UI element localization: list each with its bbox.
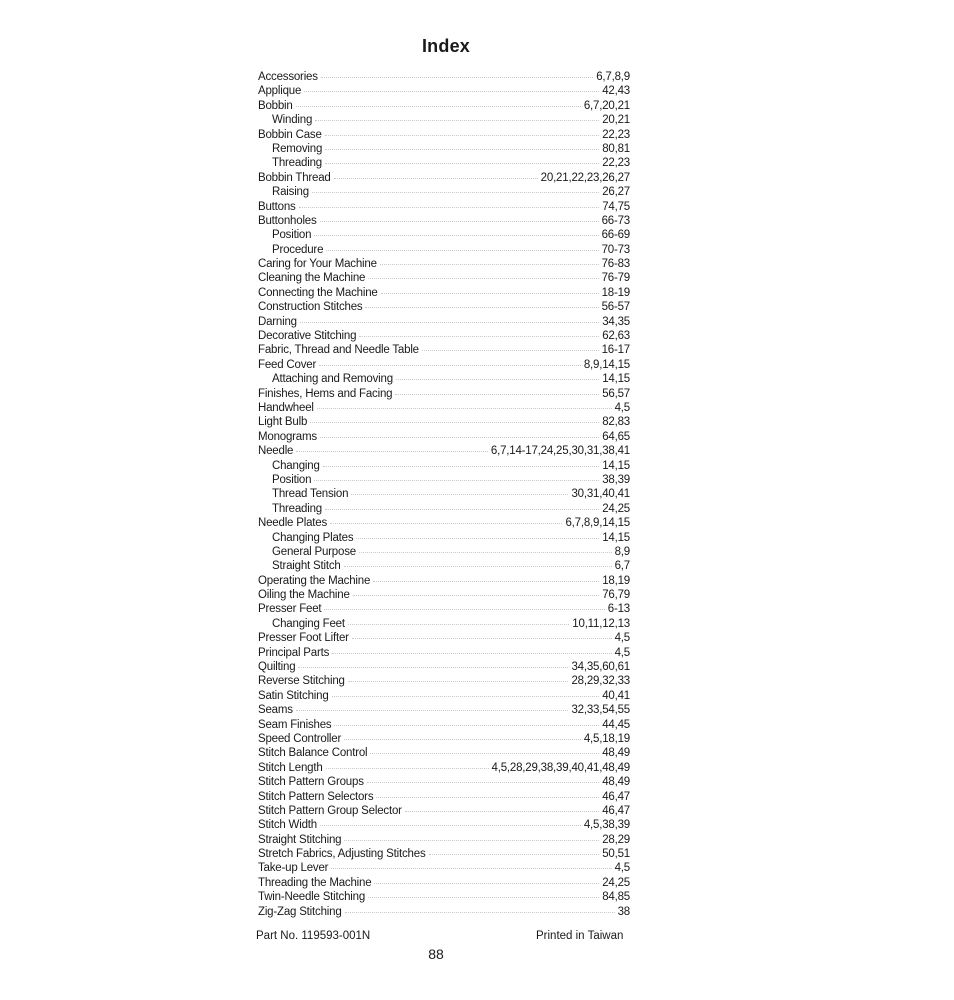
entry-label: Stitch Pattern Selectors: [258, 790, 374, 803]
dot-leader: [356, 538, 599, 539]
index-entry: [258, 343, 630, 357]
index-entry: [258, 876, 630, 890]
index-subentry: [258, 185, 630, 199]
index-subentry: [258, 545, 630, 559]
entry-label: Darning: [258, 315, 297, 328]
index-entry: [258, 84, 630, 98]
printed-in: Printed in Taiwan: [536, 930, 624, 942]
entry-label: Changing: [272, 459, 320, 472]
index-entry: [258, 286, 630, 300]
entry-label: Procedure: [272, 243, 324, 256]
dot-leader: [296, 451, 488, 452]
page-number: 88: [428, 946, 444, 962]
index-entry: [258, 847, 630, 861]
entry-pages: 42,43: [602, 85, 630, 98]
dot-leader: [344, 840, 599, 841]
dot-leader: [324, 609, 604, 610]
entry-label: Speed Controller: [258, 732, 342, 745]
dot-leader: [317, 408, 612, 409]
entry-label: Connecting the Machine: [258, 286, 378, 299]
dot-leader: [310, 422, 599, 423]
dot-leader: [368, 897, 599, 898]
entry-label: Take-up Lever: [258, 862, 329, 875]
entry-pages: 18-19: [601, 286, 630, 299]
entry-label: Monograms: [258, 430, 317, 443]
entry-pages: 4,5,28,29,38,39,40,41,48,49: [491, 761, 630, 774]
index-subentry: [258, 459, 630, 473]
entry-label: Threading: [272, 157, 322, 170]
index-entry: [258, 128, 630, 142]
dot-leader: [365, 307, 598, 308]
entry-label: Winding: [272, 114, 313, 127]
dot-leader: [381, 293, 599, 294]
entry-label: Threading the Machine: [258, 876, 372, 889]
index-entry: [258, 588, 630, 602]
index-entry: [258, 660, 630, 674]
dot-leader: [323, 466, 600, 467]
entry-label: Position: [272, 229, 312, 242]
dot-leader: [332, 653, 611, 654]
index-subentry: [258, 113, 630, 127]
entry-pages: 46,47: [602, 804, 630, 817]
entry-label: Removing: [272, 142, 323, 155]
index-entry: [258, 833, 630, 847]
index-entry: [258, 329, 630, 343]
entry-pages: 74,75: [602, 200, 630, 213]
entry-pages: 62,63: [602, 330, 630, 343]
dot-leader: [326, 250, 598, 251]
index-subentry: [258, 617, 630, 631]
dot-leader: [325, 149, 599, 150]
dot-leader: [296, 106, 581, 107]
dot-leader: [320, 221, 599, 222]
index-subentry: [258, 243, 630, 257]
entry-label: Seam Finishes: [258, 718, 332, 731]
part-number: Part No. 119593-001N: [256, 930, 371, 942]
entry-pages: 76,79: [602, 589, 630, 602]
entry-label: Fabric, Thread and Needle Table: [258, 344, 419, 357]
entry-pages: 4,5: [614, 646, 630, 659]
index-entry: [258, 257, 630, 271]
entry-label: Twin-Needle Stitching: [258, 891, 366, 904]
entry-label: Principal Parts: [258, 646, 330, 659]
dot-leader: [368, 278, 598, 279]
entry-pages: 6-13: [607, 603, 630, 616]
entry-pages: 66-73: [601, 214, 630, 227]
entry-pages: 4,5,38,39: [583, 819, 630, 832]
dot-leader: [359, 552, 612, 553]
dot-leader: [380, 264, 599, 265]
index-subentry: [258, 559, 630, 573]
dot-leader: [315, 120, 599, 121]
entry-pages: 38: [617, 905, 630, 918]
entry-label: Changing Plates: [272, 531, 354, 544]
dot-leader: [376, 797, 599, 798]
entry-pages: 14,15: [602, 531, 630, 544]
entry-label: Bobbin Case: [258, 128, 322, 141]
index-entry: [258, 430, 630, 444]
index-subentry: [258, 372, 630, 386]
entry-label: Satin Stitching: [258, 689, 329, 702]
index-entry: [258, 200, 630, 214]
dot-leader: [344, 739, 581, 740]
entry-pages: 24,25: [602, 502, 630, 515]
dot-leader: [373, 581, 599, 582]
index-entry: [258, 718, 630, 732]
dot-leader: [348, 624, 569, 625]
dot-leader: [300, 322, 599, 323]
dot-leader: [320, 437, 599, 438]
dot-leader: [352, 638, 612, 639]
dot-leader: [405, 811, 599, 812]
entry-pages: 46,47: [602, 790, 630, 803]
entry-label: Stitch Length: [258, 761, 323, 774]
dot-leader: [429, 854, 600, 855]
entry-pages: 4,5: [614, 401, 630, 414]
index-subentry: [258, 502, 630, 516]
index-entry: [258, 602, 630, 616]
index-subentry: [258, 487, 630, 501]
dot-leader: [334, 178, 538, 179]
entry-label: Presser Foot Lifter: [258, 632, 349, 645]
index-entry: [258, 732, 630, 746]
entry-pages: 38,39: [602, 473, 630, 486]
entry-label: Applique: [258, 85, 302, 98]
entry-label: Needle: [258, 445, 294, 458]
index-entry: [258, 804, 630, 818]
entry-pages: 4,5: [614, 632, 630, 645]
entry-label: Stitch Width: [258, 819, 317, 832]
index-entry: [258, 761, 630, 775]
index-entry: [258, 415, 630, 429]
entry-label: Raising: [272, 186, 309, 199]
entry-label: Position: [272, 473, 312, 486]
dot-leader: [332, 696, 600, 697]
entry-label: Handwheel: [258, 401, 314, 414]
entry-label: Seams: [258, 704, 293, 717]
entry-label: Thread Tension: [272, 488, 349, 501]
entry-pages: 4,5,18,19: [583, 732, 630, 745]
entry-pages: 80,81: [602, 142, 630, 155]
index-entry: [258, 818, 630, 832]
dot-leader: [326, 768, 489, 769]
entry-pages: 28,29,32,33: [571, 675, 630, 688]
entry-pages: 22,23: [602, 128, 630, 141]
index-entry: [258, 746, 630, 760]
entry-pages: 18,19: [602, 574, 630, 587]
entry-label: Light Bulb: [258, 416, 308, 429]
index-subentry: [258, 156, 630, 170]
entry-pages: 56-57: [601, 301, 630, 314]
entry-pages: 20,21: [602, 114, 630, 127]
dot-leader: [314, 480, 599, 481]
dot-leader: [325, 509, 599, 510]
index-entry: [258, 631, 630, 645]
entry-label: Finishes, Hems and Facing: [258, 387, 393, 400]
entry-pages: 8,9,14,15: [583, 358, 630, 371]
entry-label: Attaching and Removing: [272, 373, 393, 386]
index-entry: [258, 444, 630, 458]
entry-pages: 6,7: [614, 560, 630, 573]
index-entry: [258, 574, 630, 588]
dot-leader: [296, 710, 569, 711]
entry-pages: 22,23: [602, 157, 630, 170]
entry-pages: 76-83: [601, 258, 630, 271]
dot-leader: [330, 523, 562, 524]
index-entry: [258, 171, 630, 185]
entry-pages: 14,15: [602, 373, 630, 386]
entry-label: Buttonholes: [258, 214, 317, 227]
entry-pages: 10,11,12,13: [572, 617, 630, 630]
entry-label: Reverse Stitching: [258, 675, 345, 688]
dot-leader: [304, 91, 599, 92]
dot-leader: [396, 379, 599, 380]
index-entry: [258, 99, 630, 113]
index-entry: [258, 861, 630, 875]
entry-label: Decorative Stitching: [258, 330, 357, 343]
page-title: Index: [421, 36, 470, 56]
entry-label: Cleaning the Machine: [258, 272, 366, 285]
entry-label: Oiling the Machine: [258, 589, 350, 602]
dot-leader: [345, 912, 615, 913]
entry-label: Changing Feet: [272, 617, 345, 630]
entry-pages: 56,57: [602, 387, 630, 400]
entry-pages: 16-17: [601, 344, 630, 357]
entry-pages: 6,7,14-17,24,25,30,31,38,41: [490, 445, 630, 458]
dot-leader: [344, 566, 612, 567]
entry-pages: 30,31,40,41: [571, 488, 630, 501]
index-subentry: [258, 473, 630, 487]
index-entry: [258, 315, 630, 329]
entry-label: Construction Stitches: [258, 301, 363, 314]
index-entry: [258, 703, 630, 717]
entry-label: Caring for Your Machine: [258, 258, 377, 271]
entry-pages: 48,49: [602, 776, 630, 789]
index-entry: [258, 646, 630, 660]
entry-pages: 50,51: [602, 848, 630, 861]
entry-label: Threading: [272, 502, 322, 515]
index-entry: [258, 387, 630, 401]
entry-pages: 6,7,8,9,14,15: [565, 517, 630, 530]
entry-label: Stitch Balance Control: [258, 747, 368, 760]
entry-label: Stitch Pattern Group Selector: [258, 804, 402, 817]
entry-label: Feed Cover: [258, 358, 317, 371]
entry-label: Stretch Fabrics, Adjusting Stitches: [258, 848, 426, 861]
entry-label: Stitch Pattern Groups: [258, 776, 364, 789]
dot-leader: [351, 494, 568, 495]
entry-pages: 20,21,22,23,26,27: [540, 171, 630, 184]
entry-pages: 84,85: [602, 891, 630, 904]
entry-pages: 4,5: [614, 862, 630, 875]
index-subentry: [258, 142, 630, 156]
entry-pages: 26,27: [602, 186, 630, 199]
index-entry: [258, 890, 630, 904]
entry-pages: 32,33,54,55: [571, 704, 630, 717]
dot-leader: [374, 883, 599, 884]
dot-leader: [395, 394, 599, 395]
entry-pages: 34,35: [602, 315, 630, 328]
index-list: [258, 70, 630, 919]
entry-pages: 64,65: [602, 430, 630, 443]
entry-label: Bobbin Thread: [258, 171, 331, 184]
entry-pages: 14,15: [602, 459, 630, 472]
entry-pages: 40,41: [602, 689, 630, 702]
entry-pages: 76-79: [601, 272, 630, 285]
dot-leader: [325, 163, 599, 164]
index-entry: [258, 271, 630, 285]
dot-leader: [334, 725, 599, 726]
index-entry: [258, 401, 630, 415]
entry-pages: 70-73: [601, 243, 630, 256]
entry-label: Buttons: [258, 200, 296, 213]
entry-pages: 6,7,8,9: [596, 71, 630, 83]
entry-pages: 82,83: [602, 416, 630, 429]
entry-label: Operating the Machine: [258, 574, 371, 587]
entry-label: Zig-Zag Stitching: [258, 905, 342, 918]
entry-pages: 66-69: [601, 229, 630, 242]
dot-leader: [314, 235, 598, 236]
entry-pages: 6,7,20,21: [583, 99, 630, 112]
entry-pages: 48,49: [602, 747, 630, 760]
dot-leader: [319, 365, 581, 366]
index-entry: [258, 70, 630, 84]
index-entry: [258, 516, 630, 530]
index-entry: [258, 905, 630, 919]
entry-pages: 28,29: [602, 833, 630, 846]
entry-pages: 34,35,60,61: [571, 661, 630, 674]
index-entry: [258, 689, 630, 703]
index-entry: [258, 674, 630, 688]
entry-label: Bobbin: [258, 99, 293, 112]
entry-pages: 8,9: [614, 545, 630, 558]
index-subentry: [258, 228, 630, 242]
index-entry: [258, 300, 630, 314]
dot-leader: [320, 825, 581, 826]
index-entry: [258, 358, 630, 372]
entry-label: Straight Stitch: [272, 560, 341, 573]
dot-leader: [312, 192, 599, 193]
dot-leader: [367, 782, 599, 783]
index-entry: [258, 214, 630, 228]
index-subentry: [258, 531, 630, 545]
dot-leader: [299, 207, 600, 208]
dot-leader: [422, 350, 599, 351]
dot-leader: [348, 681, 569, 682]
dot-leader: [331, 868, 611, 869]
entry-pages: 44,45: [602, 718, 630, 731]
entry-label: Quilting: [258, 661, 296, 674]
dot-leader: [370, 753, 599, 754]
dot-leader: [353, 595, 600, 596]
dot-leader: [298, 667, 568, 668]
entry-label: Needle Plates: [258, 517, 327, 530]
entry-pages: 24,25: [602, 876, 630, 889]
dot-leader: [325, 135, 600, 136]
entry-label: Straight Stitching: [258, 833, 342, 846]
index-entry: [258, 790, 630, 804]
entry-label: Accessories: [258, 71, 318, 83]
index-entry: [258, 775, 630, 789]
dot-leader: [359, 336, 599, 337]
dot-leader: [321, 77, 593, 78]
entry-label: Presser Feet: [258, 603, 322, 616]
entry-label: General Purpose: [272, 545, 356, 558]
